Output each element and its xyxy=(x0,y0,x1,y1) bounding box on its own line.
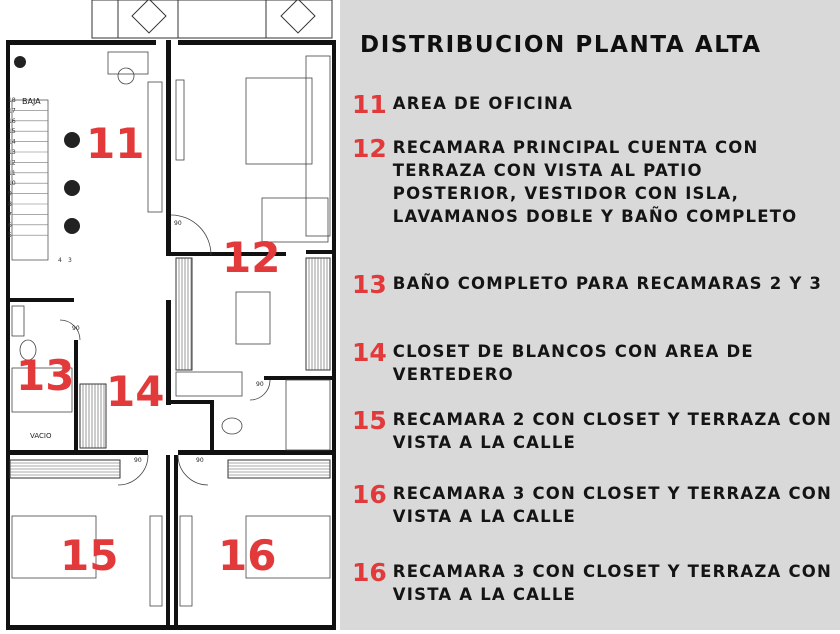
door-label-3: 90 xyxy=(256,381,264,388)
legend-item-15 xyxy=(352,408,832,454)
legend-item-16-repeat xyxy=(352,560,832,606)
legend-text: RECAMARA 2 CON CLOSET Y TERRAZA CON VISTA A LA CALLE xyxy=(392,410,833,452)
legend-panel xyxy=(340,0,840,630)
legend-item-12 xyxy=(352,136,832,228)
legend-number: 11 xyxy=(352,90,387,119)
stair-step-numbers xyxy=(8,97,72,264)
room-16-label: 16 xyxy=(218,531,277,580)
floor-plan xyxy=(0,0,340,630)
door-label-1: 90 xyxy=(174,220,182,227)
legend-number: 16 xyxy=(352,480,387,509)
stair-step-number: 18 xyxy=(8,97,16,104)
stair-step-number: 6 xyxy=(8,221,12,229)
legend-number: 16 xyxy=(352,558,387,587)
legend-text: RECAMARA 3 CON CLOSET Y TERRAZA CON VISTA A LA CALLE xyxy=(392,484,833,526)
stair-step-number: 3 xyxy=(68,257,72,264)
stair-step-number: 15 xyxy=(8,128,16,136)
stair-step-number: 13 xyxy=(8,149,16,156)
stair-step-number: 10 xyxy=(8,180,16,188)
interior-walls xyxy=(6,40,336,630)
stair-step-number: 8 xyxy=(8,201,12,208)
room-13-label: 13 xyxy=(16,351,75,400)
void-label: VACIO xyxy=(30,432,52,440)
legend-number: 14 xyxy=(352,338,387,367)
door-label-5: 90 xyxy=(196,457,204,464)
stair-step-number: 11 xyxy=(8,169,16,177)
legend-number: 15 xyxy=(352,406,387,435)
legend-item-13 xyxy=(352,272,832,297)
staircase xyxy=(12,100,48,260)
stair-step-number: 5 xyxy=(8,232,12,240)
closet-outline xyxy=(176,258,192,370)
room-14-label: 14 xyxy=(106,367,165,416)
legend-item-16 xyxy=(352,482,832,528)
stair-step-number: 9 xyxy=(8,190,12,198)
legend-text: RECAMARA 3 CON CLOSET Y TERRAZA CON VISTA A LA CALLE xyxy=(392,562,833,604)
stair-step-number: 7 xyxy=(8,211,12,219)
room-11-label: 11 xyxy=(86,119,145,168)
legend-text: BAÑO COMPLETO PARA RECAMARAS 2 Y 3 xyxy=(392,274,823,293)
door-label-4: 90 xyxy=(134,457,142,464)
floor-plan-drawing xyxy=(0,0,340,630)
stair-step-number: 14 xyxy=(8,138,16,146)
stair-step-number: 4 xyxy=(58,257,62,264)
stair-step-number: 16 xyxy=(8,117,16,125)
legend-title: DISTRIBUCION PLANTA ALTA xyxy=(360,32,762,58)
legend-text: CLOSET DE BLANCOS CON AREA DE VERTEDERO xyxy=(392,342,754,384)
legend-item-14 xyxy=(352,340,832,386)
top-terrace xyxy=(92,0,332,38)
legend-number: 13 xyxy=(352,270,387,299)
room-12-label: 12 xyxy=(222,233,281,282)
stair-step-number: 17 xyxy=(8,107,16,115)
legend-number: 12 xyxy=(352,134,387,163)
door-label-2: 90 xyxy=(72,325,80,332)
stair-step-number: 12 xyxy=(8,159,16,167)
legend-item-11 xyxy=(352,92,832,117)
legend-text: RECAMARA PRINCIPAL CUENTA CON TERRAZA CON VISTA AL PATIO POSTERIOR, VESTIDOR CON ISLA, LAVAMANOS DOBLE Y BAÑO COMPLETO xyxy=(392,138,798,226)
plants xyxy=(14,56,80,234)
closet-outline xyxy=(80,384,106,448)
stair-label: BAJA xyxy=(22,97,41,106)
stair-treads xyxy=(12,100,48,235)
room-15-label: 15 xyxy=(60,531,119,580)
legend-text: AREA DE OFICINA xyxy=(392,94,574,113)
